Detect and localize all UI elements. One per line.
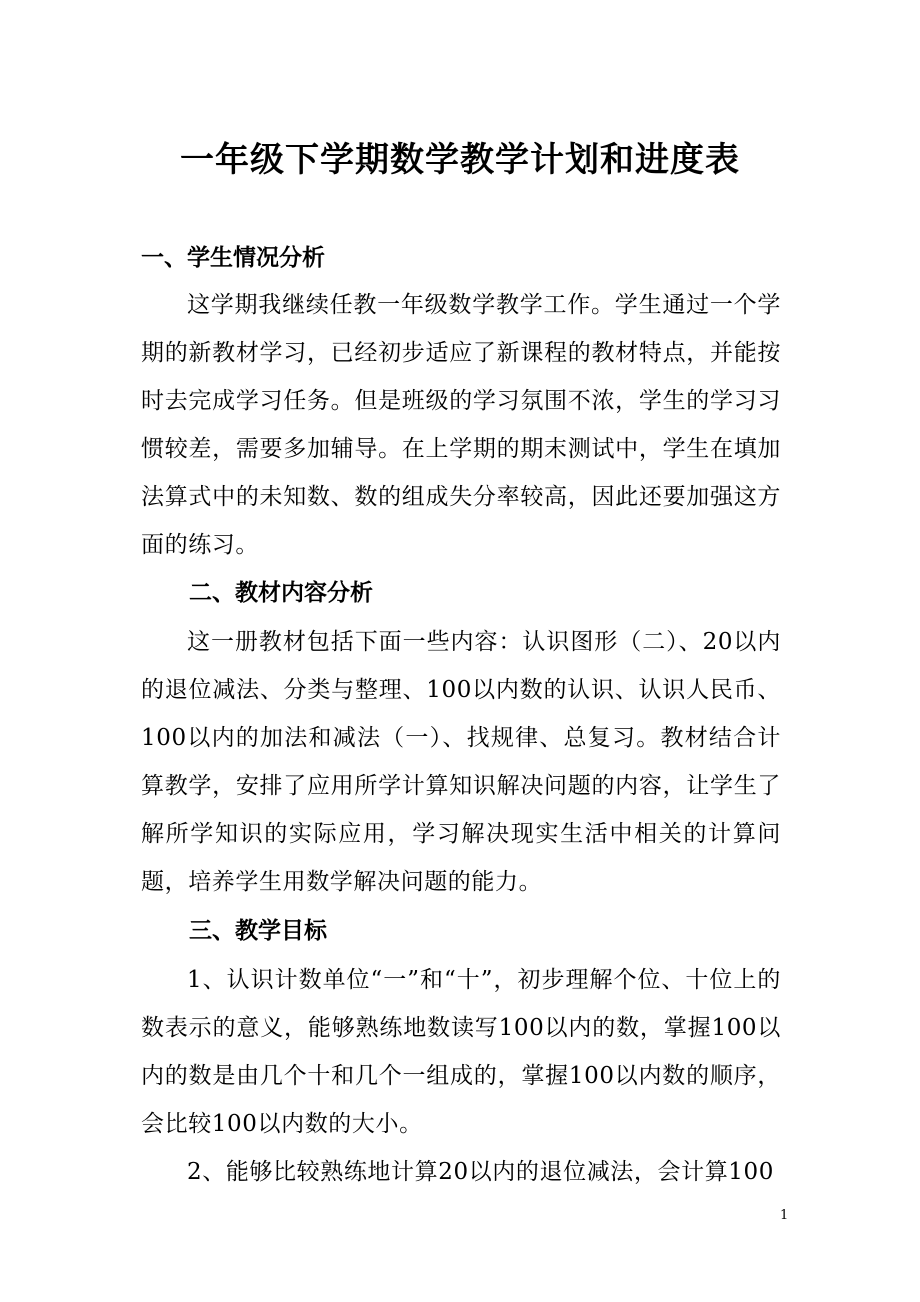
section-heading-textbook-analysis: 二、教材内容分析 — [189, 579, 373, 606]
paragraph-student-analysis: 这学期我继续任教一年级数学教学工作。学生通过一个学期的新教材学习，已经初步适应了新课程的教材特点，并能按时去完成学习任务。但是班级的学习氛围不浓，学生的学习习惯较差，需要多加辅导。在上学期的期末测试中，学生在填加法算式中的未知数、数的组成失分率较高，因此还要加强这方面的练习。 — [141, 292, 781, 558]
section-heading-student-analysis: 一、学生情况分析 — [141, 244, 325, 271]
paragraph-goal-2: 2、能够比较熟练地计算20以内的退位减法，会计算100 — [187, 1159, 774, 1185]
section-heading-teaching-goals: 三、教学目标 — [189, 917, 327, 944]
paragraph-textbook-analysis: 这一册教材包括下面一些内容：认识图形（二）、20以内的退位减法、分类与整理、100以内数的认识、认识人民币、100以内的加法和减法（一）、找规律、总复习。教材结合计算教学，安排了应用所学计算知识解决问题的内容，让学生了解所学知识的实际应用，学习解决现实生活中相关的计算问题，培养学生用数学解决问题的能力。 — [141, 629, 781, 895]
document-title: 一年级下学期数学教学计划和进度表 — [180, 140, 740, 180]
page-number: 1 — [780, 1208, 789, 1223]
paragraph-goal-1: 1、认识计数单位“一”和“十”，初步理解个位、十位上的数表示的意义，能够熟练地数读写100以内的数，掌握100以内的数是由几个十和几个一组成的，掌握100以内数的顺序，会比较100以内数的大小。 — [141, 967, 781, 1137]
